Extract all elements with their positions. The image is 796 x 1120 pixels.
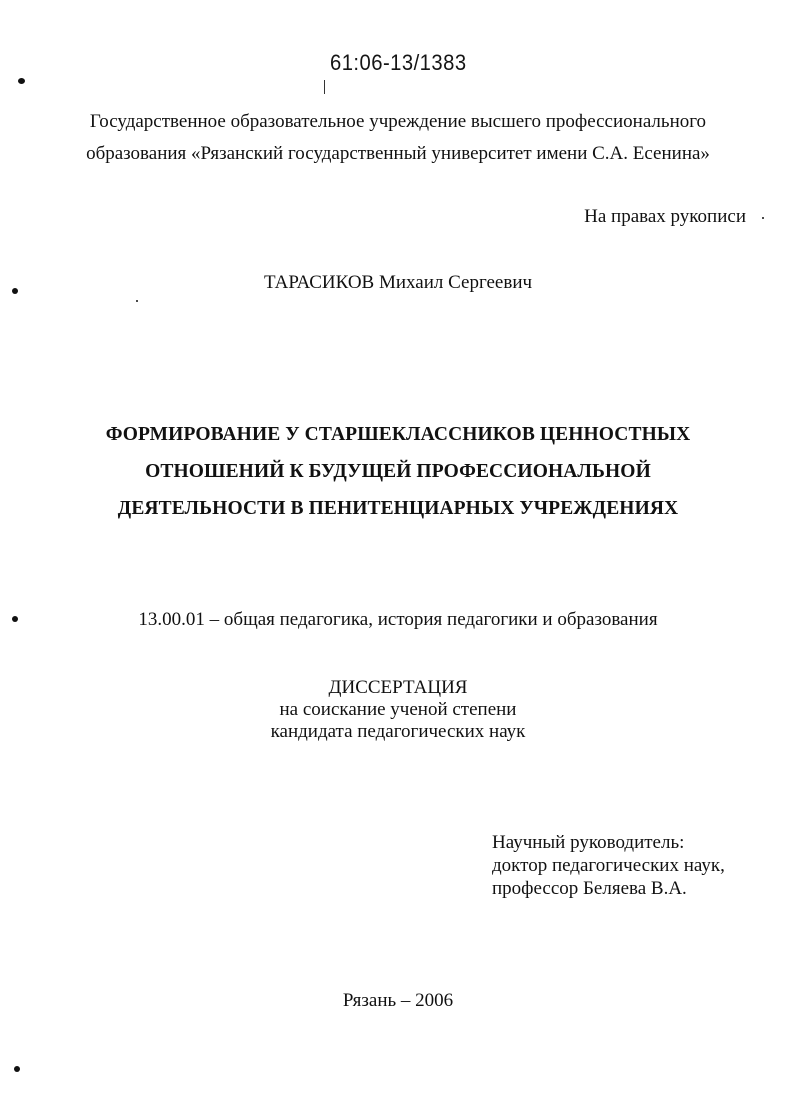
- specialty-code: 13.00.01 – общая педагогика, история педагогики и образования: [138, 609, 658, 630]
- supervisor-degree: доктор педагогических наук,: [492, 855, 725, 876]
- rights-note: На правах рукописи: [584, 206, 746, 227]
- degree-line-2: кандидата педагогических наук: [270, 721, 526, 742]
- supervisor-label: Научный руководитель:: [492, 832, 685, 853]
- author-name: ТАРАСИКОВ Михаил Сергеевич: [263, 272, 533, 293]
- supervisor-name: профессор Беляева В.А.: [492, 878, 687, 899]
- archive-stamp-code: 61:06-13/1383: [330, 50, 467, 75]
- institution-name: [0, 106, 796, 170]
- dissertation-block: [0, 677, 796, 743]
- institution-line-2: образования «Рязанский государственный университет имени С.А. Есенина»: [86, 143, 710, 164]
- scan-speck: [762, 217, 764, 219]
- scan-speck: [136, 300, 138, 302]
- degree-line-1: на соискание ученой степени: [279, 699, 517, 720]
- supervisor-block: [492, 831, 725, 900]
- scan-speck: [18, 78, 25, 84]
- scan-speck: [12, 616, 18, 622]
- title-line-2: ОТНОШЕНИЙ К БУДУЩЕЙ ПРОФЕССИОНАЛЬНОЙ: [145, 461, 651, 482]
- title-line-1: ФОРМИРОВАНИЕ У СТАРШЕКЛАССНИКОВ ЦЕННОСТНЫХ: [105, 424, 691, 445]
- scan-speck: [14, 1066, 20, 1072]
- stamp-mark: [324, 80, 325, 94]
- city-year: Рязань – 2006: [342, 990, 454, 1011]
- scan-speck: [12, 288, 18, 294]
- institution-line-1: Государственное образовательное учреждение высшего профессионального: [89, 111, 707, 132]
- dissertation-heading: ДИССЕРТАЦИЯ: [328, 677, 468, 698]
- dissertation-title: [0, 416, 796, 527]
- title-line-3: ДЕЯТЕЛЬНОСТИ В ПЕНИТЕНЦИАРНЫХ УЧРЕЖДЕНИЯХ: [117, 498, 679, 519]
